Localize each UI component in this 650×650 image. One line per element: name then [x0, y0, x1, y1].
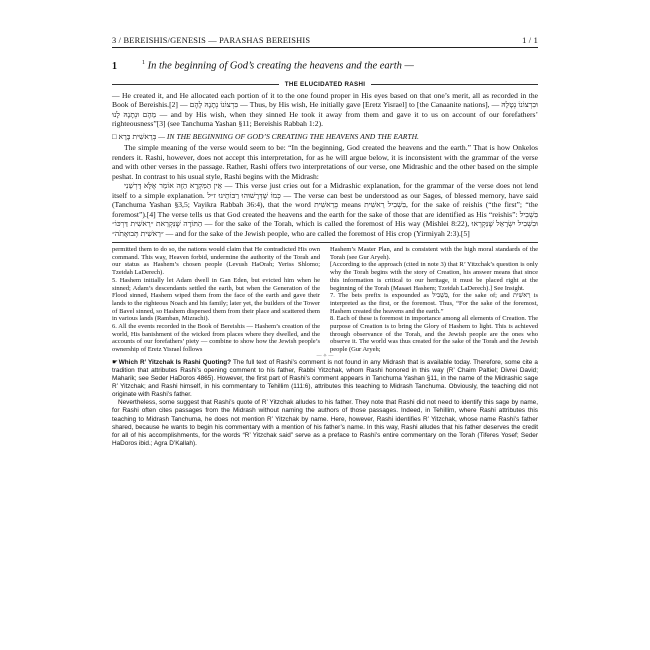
dhl-symbol: □ [112, 131, 117, 141]
insight-paragraph-2: Nevertheless, some suggest that Rashi’s quote of R’ Yitzchak alludes to his father. They note that Rashi did not need to identify this sage by name, for Rashi often cites passages from the Midrash without naming the authors of those passages. Indeed, in Tehillim, where Rashi attributes this teaching to Midrash Tanchuma, he does not mention R’ Yitzchak by name. Here, however, Rashi identifies R’ Yitzchak, whose name Rashi’s father shared, because he wants to begin his commentary with a mention of his father’s name. In this way, Rashi alludes that his father deserves the credit for all of his accomplishments, for the words “R’ Yitzchak said” serve as a preface to Rashi’s entire commentary on the Torah (Tiferes Yosef; Seder HaDoros ibid.; Agra D’Kallah). [112, 399, 538, 447]
verse [112, 60, 538, 72]
note: 5. Hashem initially let Adam dwell in Gan Eden, but evicted him when he sinned; Adam’s descendants settled the earth, but when the Generation of the Flood sinned, Hashem wiped them from the face of the earth and gave their lands to the righteous Noach and his family; later yet, the builders of the Tower of Bavel sinned, so Hashem dispersed them from their place and scattered them in various lands (Ramban, Mizrachi). [112, 276, 320, 323]
main-paragraph-1: The simple meaning of the verse would seem to be: “In the beginning, God created the heavens and the earth.” That is how Onkelos renders it. Rashi, however, does not accept this interpretation, for as he will argue below, it is inconsistent with the grammar of the verse and with other verses in the passage. Rather, Rashi offers two interpretations of our verse, one Midrashic and the other based on the simple peshat. In contrast to his usual style, Rashi begins with the Midrash: [112, 143, 538, 181]
verse-sup: 1 [142, 60, 145, 66]
notes-divider [112, 242, 538, 243]
verse-translation: In the beginning of God’s creating the heavens and the earth — [147, 60, 414, 72]
note: 7. The beis prefix is expounded as בִּשְׁבִיל, for the sake of; and רֵאשִׁית is interpreted as the first, or the foremost. Thus, “For the sake of the foremost, Hashem created the heavens and the earth.” [330, 292, 538, 315]
note: permitted them to do so, the nations would claim that He contradicted His own command. This way, Heaven forbid, undermine the authority of the Torah and our status as Hashem’s chosen people (Levush HaOrah; Yeriss Shlomo; Tzeidah LaDerech). [112, 246, 320, 277]
book-page [112, 36, 538, 448]
section-rule-left [112, 84, 279, 85]
rashi-paragraph: — He created it, and He allocated each portion of it to the one found proper in His eyes based on that one’s merit, all as recorded in the Book of Bereishis.[2] — בִּרְצוֹנוֹ נְתָנָהּ לָהֶם — Thus, by His wish, He initially gave [Eretz Yisrael] to [the Canaanite nations], — וּבִרְצוֹנוֹ נְטָלָהּ מֵהֶם וּנְתָנָהּ לָנוּ — and by His wish, when they sinned He took it away from them and gave it to us on account of our forefathers’ righteousness”[3] (see Tanchuma Yashan §11; Bereishis Rabbah 1:2). [112, 90, 539, 128]
header-left: 3 / BEREISHIS/GENESIS — PARASHAS BEREISHIS [112, 36, 311, 45]
header-right: 1 / 1 [522, 36, 538, 45]
note: 6. All the events recorded in the Book of Bereishis — Hashem’s creation of the world, His banishment of the wicked from places where they dwelled, and the accounts of our forefathers’ piety — combine to show how the Jewish people’s ownership of Eretz Yisrael follows [112, 323, 320, 354]
dhl-text: — IN THE BEGINNING OF GOD’S CREATING THE HEAVENS AND THE EARTH. [158, 131, 419, 141]
running-header [112, 36, 538, 48]
verse-text [142, 60, 414, 72]
notes-left-column [112, 246, 320, 354]
insight-box [112, 359, 538, 448]
verse-number: 1 [112, 60, 117, 72]
dibbur-hamaschil [112, 132, 538, 142]
notes-columns [112, 246, 538, 354]
main-paragraph-2: אֵין הַמִּקְרָא הַזֶּה אוֹמֵר אֶלָּא דָּרְשֵׁנִי — This verse just cries out for a Midrashic explanation, for the grammar of the verse does not lend itself to a simple explanation. כְּמוֹ שֶׁדְּרָשׁוּהוּ רַבּוֹתֵינוּ ז״ל — The verse can best be understood as our Sages, of blessed memory, have said (Tanchuma Yashan §3,5; Vayikra Rabbah 36:4), that the word בְּרֵאשִׁית means בִּשְׁבִיל רֵאשִׁית, for the sake of reishis (“the first”; “the foremost”).[4] The verse tells us that God created the heavens and the earth for the sake of those that are identified as His “reishis”: בִּשְׁבִיל הַתּוֹרָה שֶׁנִּקְרֵאת ״רֵאשִׁית דַּרְכּוֹ״ — for the sake of the Torah, which is called the foremost of His way (Mishlei 8:22), וּבִשְׁבִיל יִשְׂרָאֵל שֶׁנִּקְרְאוּ ״רֵאשִׁית תְּבוּאָתֹה״ — and for the sake of the Jewish people, who are called the foremost of His crop (Yirmiyah 2:3).[5] [112, 181, 538, 238]
note: Hashem’s Master Plan, and is consistent with the high moral standards of the Torah (see Gur Aryeh). [330, 246, 538, 261]
note: [According to the approach (cited in note 3) that R’ Yitzchak’s question is only why the Torah begins with the story of Creation, his answer means that since this information is critical to our heritage, it must be placed right at the beginning of the Torah (Masaei Hashem; Tzeidah LaDerech).] See Insight. [330, 261, 538, 292]
section-title [112, 81, 538, 88]
notes-right-column [330, 246, 538, 354]
insight-paragraph-1 [112, 359, 538, 399]
note: 8. Each of these is foremost in importance among all elements of Creation. The purpose of Creation is to bring the Glory of Hashem to light. This is achieved through observance of the Torah, and the Jewish people are the ones who observe it. The world was thus created for the sake of the Torah and the Jewish people (Gur Aryeh; [330, 315, 538, 354]
insight-text-1: The full text of Rashi’s comment is not found in any Midrash that is available today. Therefore, some cite a tradition that attributes Rashi’s opening comment to his father, Rabbi Yitzchak, whom Rashi honored in this way (R’ Chaim Paltiel; Divrei David; Maharik; see Seder HaDoros 4865). However, the first part of Rashi’s comment appears in Tanchuma Yashan §11, in the name of the Midrashic sage R’ Yitzchak; and Rashi himself, in his commentary to Tehillim (111:6), attributes this teaching to Midrash Tanchuma. Obviously, the teaching did not originate with Rashi’s father. [112, 358, 538, 399]
hand-pointer-icon: ☛ [112, 358, 118, 366]
insight-separator: — ✧ — [316, 353, 334, 359]
section-title-text: THE ELUCIDATED RASHI [284, 80, 366, 88]
insight-title: Which R’ Yitzchak Is Rashi Quoting? [118, 358, 232, 366]
dhl-hebrew: בְּרֵאשִׁית בָּרָא [118, 131, 157, 141]
section-rule-right [371, 84, 538, 85]
